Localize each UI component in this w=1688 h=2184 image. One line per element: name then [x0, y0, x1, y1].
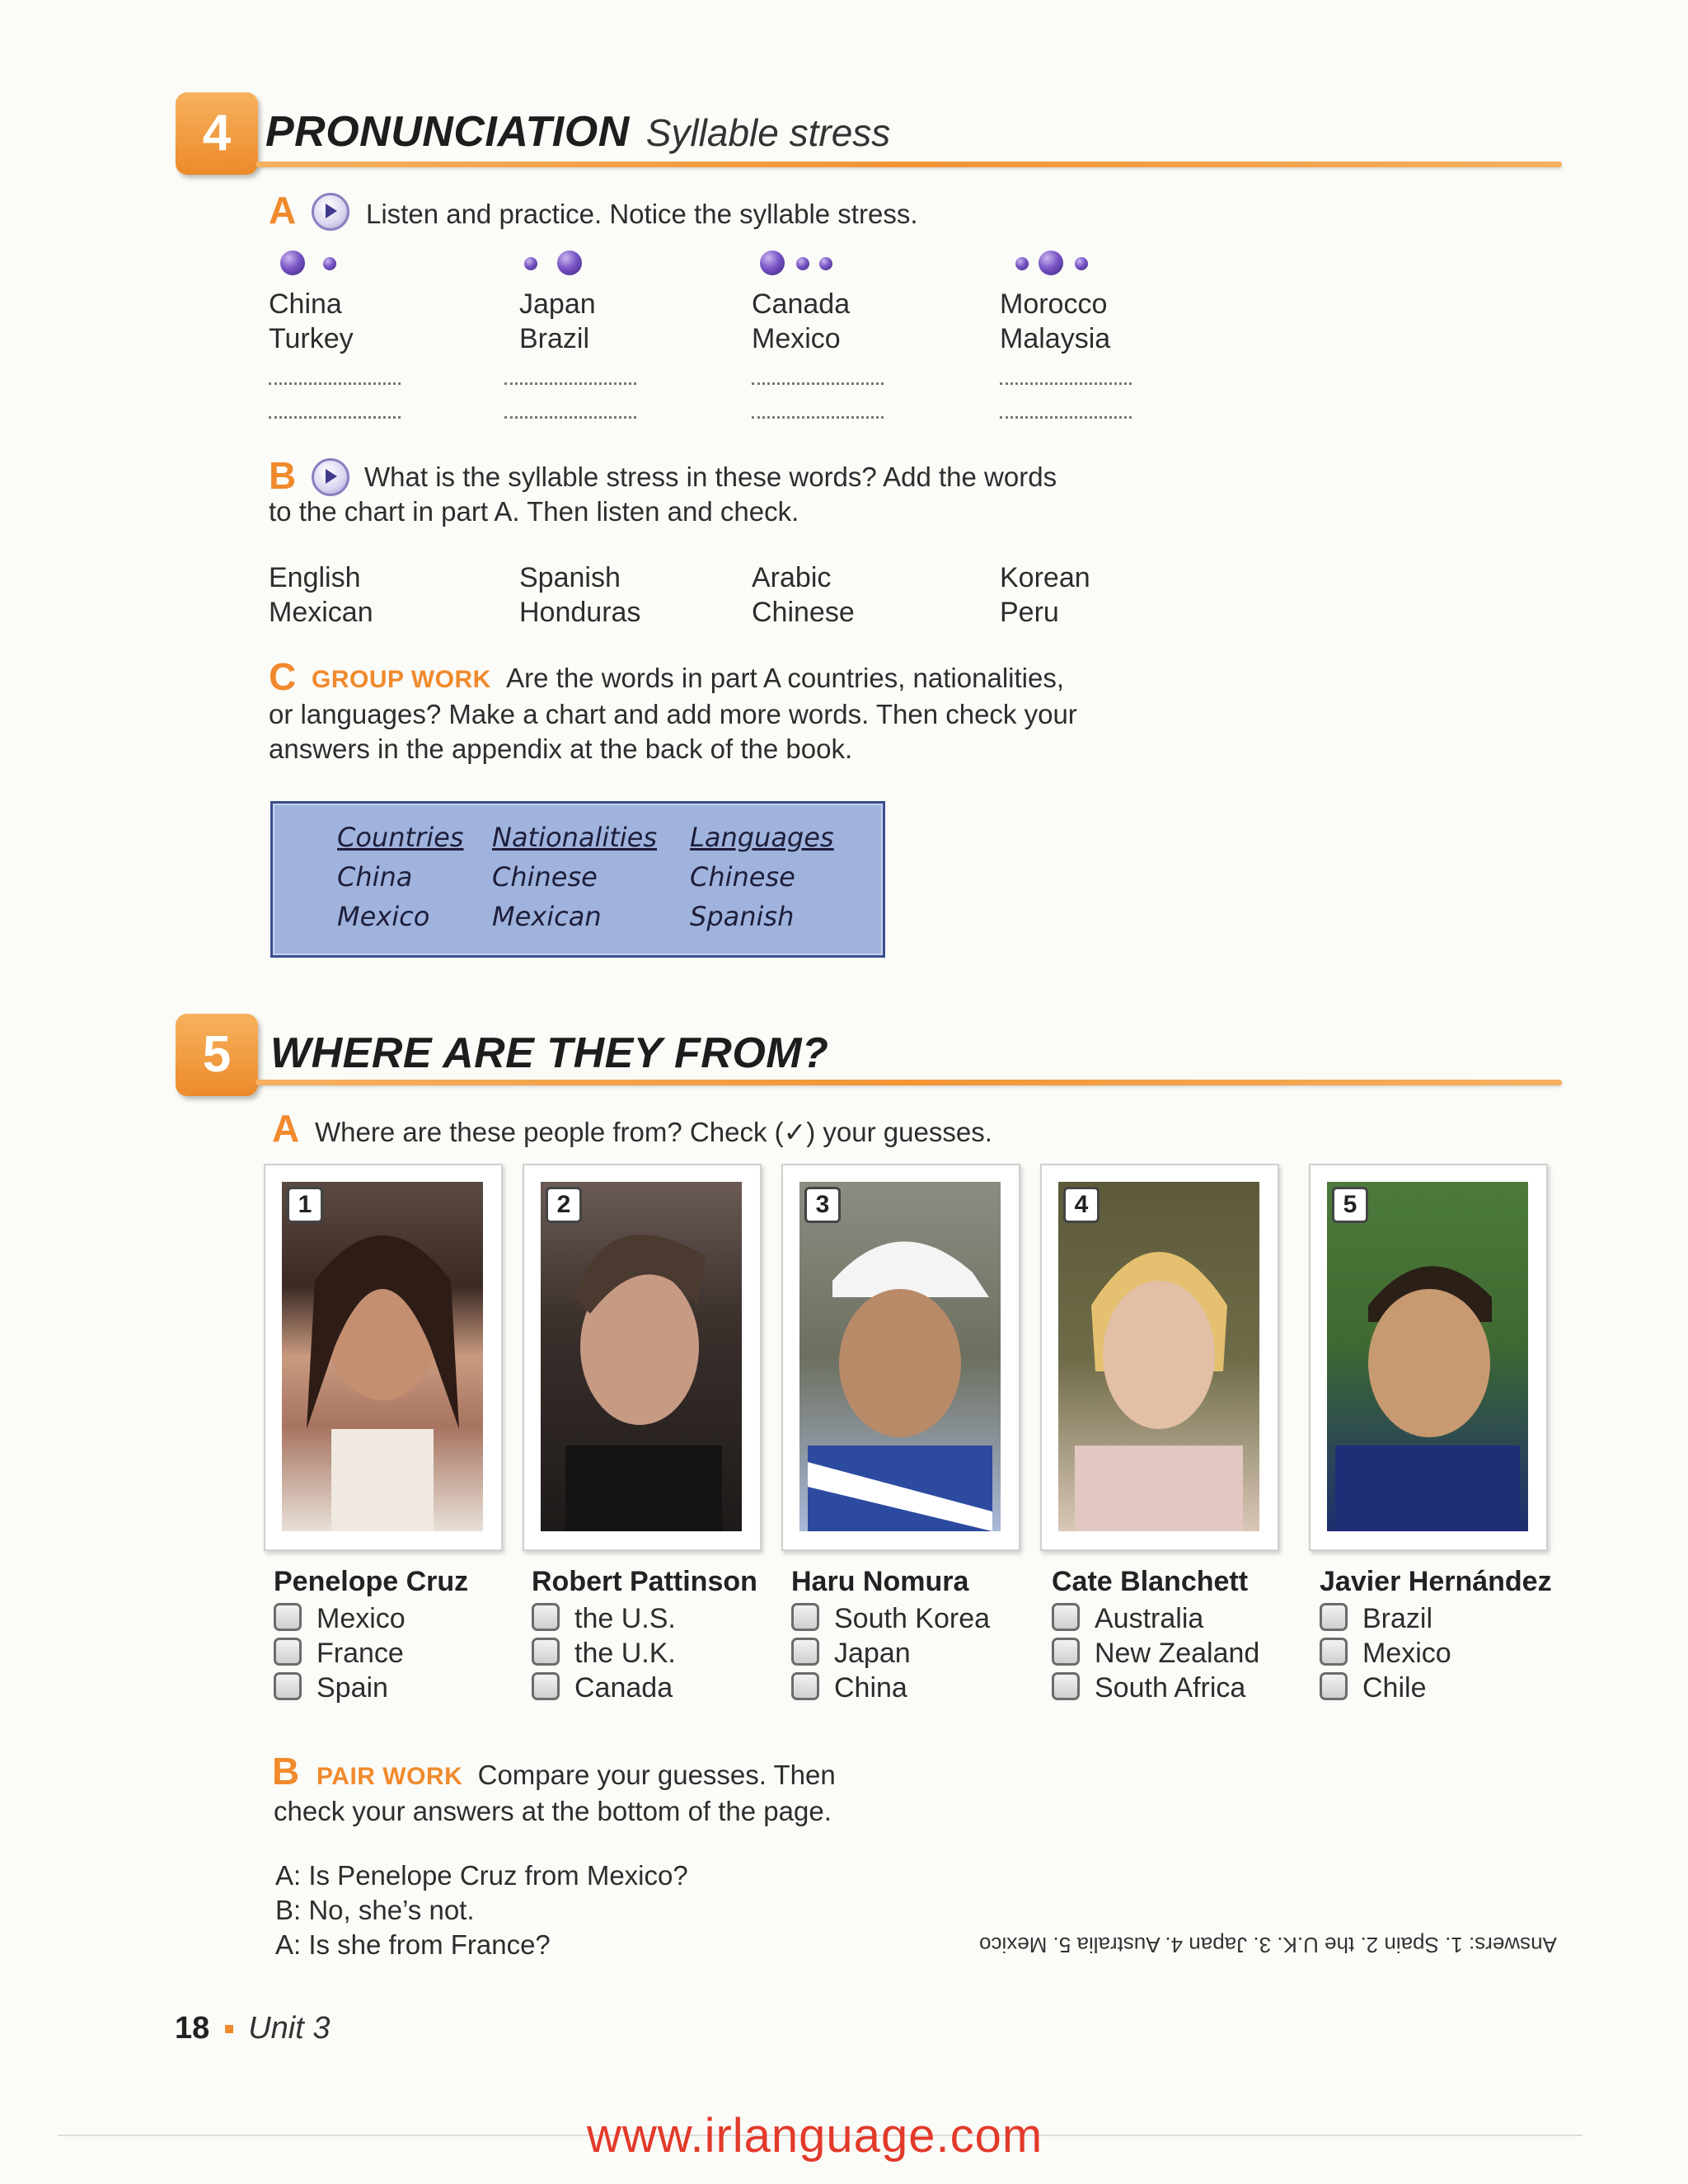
answers-upside-down: Answers: 1. Spain 2. the U.K. 3. Japan 4. Australia 5. Mexico	[979, 1933, 1557, 1957]
chart-header-countries: Countries	[337, 822, 464, 853]
section-subtitle: Syllable stress	[645, 111, 891, 154]
option-label: China	[834, 1672, 907, 1704]
word: Mexican	[269, 597, 373, 628]
stress-dot-small	[323, 257, 336, 270]
dialog-line: A: Is Penelope Cruz from Mexico?	[275, 1860, 688, 1891]
word: Arabic	[752, 562, 832, 593]
page-number: 18	[175, 2011, 210, 2046]
stress-column-4	[1000, 287, 1110, 356]
person-name: Javier Hernández	[1320, 1566, 1552, 1597]
portrait-illustration	[282, 1182, 483, 1531]
checkbox[interactable]	[1320, 1672, 1348, 1700]
write-in-line[interactable]	[269, 382, 401, 385]
write-in-line[interactable]	[1000, 416, 1132, 419]
option-label: France	[316, 1638, 404, 1669]
chart-cell: Mexican	[492, 901, 602, 932]
checkbox[interactable]	[274, 1638, 302, 1666]
person-name: Haru Nomura	[791, 1566, 969, 1597]
person-photo	[282, 1182, 483, 1531]
option-row[interactable]	[1320, 1601, 1552, 1636]
write-in-line[interactable]	[504, 382, 636, 385]
checkbox[interactable]	[532, 1672, 560, 1700]
checkbox[interactable]	[1052, 1638, 1080, 1666]
option-row[interactable]	[1052, 1636, 1259, 1671]
photo-card-3	[781, 1164, 1020, 1551]
write-in-line[interactable]	[752, 416, 884, 419]
section-title: PRONUNCIATION	[265, 108, 630, 156]
word: Morocco	[1000, 288, 1108, 320]
option-label: Canada	[574, 1672, 673, 1704]
word: China	[269, 288, 342, 320]
checkbox[interactable]	[791, 1638, 819, 1666]
card-number-badge: 5	[1332, 1187, 1368, 1223]
page-footer	[175, 2011, 330, 2046]
person-block-4	[1052, 1566, 1259, 1705]
option-row[interactable]	[1320, 1671, 1552, 1705]
checkbox[interactable]	[1320, 1638, 1348, 1666]
word: Japan	[519, 288, 596, 320]
checkbox[interactable]	[274, 1672, 302, 1700]
section-rule	[256, 162, 1562, 167]
part-c-line1: Are the words in part A countries, nationalities,	[506, 663, 1065, 693]
word: Peru	[1000, 597, 1059, 628]
option-row[interactable]	[791, 1671, 990, 1705]
person-photo	[541, 1182, 742, 1531]
chart-cell: Chinese	[492, 861, 598, 893]
word: Turkey	[269, 323, 354, 354]
stress-dot-small	[1015, 257, 1029, 270]
option-row[interactable]	[791, 1601, 990, 1636]
word: Mexico	[752, 323, 841, 354]
chart-header-languages: Languages	[690, 822, 834, 853]
portrait-illustration	[541, 1182, 742, 1531]
part-a-letter: A	[272, 1107, 300, 1150]
part-b-line2: check your answers at the bottom of the page.	[274, 1796, 832, 1826]
chart-cell: Mexico	[337, 901, 430, 932]
card-number-badge: 4	[1063, 1187, 1100, 1223]
stress-dot-small	[524, 257, 537, 270]
option-row[interactable]	[532, 1636, 757, 1671]
checkbox[interactable]	[1320, 1603, 1348, 1631]
section-rule	[256, 1080, 1562, 1085]
card-number-badge: 2	[546, 1187, 582, 1223]
part-b-letter: B	[269, 454, 297, 497]
option-label: Brazil	[1362, 1603, 1433, 1634]
audio-play-icon[interactable]	[312, 193, 349, 231]
checkbox[interactable]	[791, 1603, 819, 1631]
part-b-instruction-line1: What is the syllable stress in these words? Add the words	[364, 462, 1057, 492]
part-b-letter: B	[272, 1750, 300, 1793]
stress-pattern-4	[1015, 249, 1114, 277]
section-title: WHERE ARE THEY FROM?	[270, 1029, 829, 1077]
option-row[interactable]	[1052, 1601, 1259, 1636]
part-b-words-3	[752, 560, 855, 630]
option-label: the U.K.	[574, 1638, 676, 1669]
stress-column-2	[519, 287, 596, 356]
part-c-instruction	[269, 661, 1077, 766]
option-label: Spain	[316, 1672, 388, 1704]
person-block-1	[274, 1566, 468, 1705]
part-a-instruction: Listen and practice. Notice the syllable stress.	[366, 199, 918, 229]
person-block-5	[1320, 1566, 1552, 1705]
watermark-url: www.irlanguage.com	[587, 2109, 1043, 2163]
photo-card-5	[1309, 1164, 1548, 1551]
part-c-line2: or languages? Make a chart and add more words. Then check your	[269, 699, 1077, 729]
option-row[interactable]	[274, 1671, 468, 1705]
unit-label: Unit 3	[248, 2011, 331, 2046]
option-row[interactable]	[1052, 1671, 1259, 1705]
stress-dot-big	[760, 251, 785, 275]
chart-cell: Chinese	[690, 861, 795, 893]
part-a-instruction: Where are these people from? Check (✓) your guesses.	[315, 1117, 992, 1147]
dialog	[275, 1858, 688, 1962]
example-chart	[270, 801, 885, 958]
portrait-illustration	[1327, 1182, 1528, 1531]
section-number-badge: 4	[176, 92, 258, 175]
part-c-letter: C	[269, 655, 297, 698]
part-b-instruction-line2: to the chart in part A. Then listen and check.	[269, 496, 799, 527]
footer-bullet-icon	[225, 2025, 233, 2033]
option-label: South Africa	[1095, 1672, 1246, 1704]
stress-column-3	[752, 287, 850, 356]
chart-cell: Spanish	[690, 901, 795, 932]
dialog-line: B: No, she’s not.	[275, 1895, 475, 1925]
dialog-line: A: Is she from France?	[275, 1929, 551, 1960]
photo-card-4	[1040, 1164, 1279, 1551]
person-photo	[1058, 1182, 1259, 1531]
person-block-2	[532, 1566, 757, 1705]
option-row[interactable]	[532, 1671, 757, 1705]
stress-dot-small	[1075, 257, 1088, 270]
checkbox[interactable]	[1052, 1603, 1080, 1631]
option-row[interactable]	[1320, 1636, 1552, 1671]
stress-pattern-3	[760, 249, 859, 277]
stress-pattern-2	[524, 249, 607, 277]
part-b-line1: Compare your guesses. Then	[477, 1760, 836, 1790]
option-label: Mexico	[316, 1603, 406, 1634]
part-b-instruction	[269, 460, 1057, 529]
word: Korean	[1000, 562, 1090, 593]
word: Honduras	[519, 597, 641, 628]
person-name: Robert Pattinson	[532, 1566, 757, 1597]
word: Malaysia	[1000, 323, 1111, 354]
stress-column-1	[269, 287, 354, 356]
option-label: the U.S.	[574, 1603, 676, 1634]
person-name: Cate Blanchett	[1052, 1566, 1249, 1597]
part-b-words-1	[269, 560, 373, 630]
part-a-letter: A	[269, 189, 297, 232]
portrait-illustration	[799, 1182, 1001, 1531]
person-block-3	[791, 1566, 990, 1705]
person-photo	[1327, 1182, 1528, 1531]
stress-dot-big	[557, 251, 582, 275]
pair-work-label: PAIR WORK	[316, 1763, 463, 1790]
write-in-line[interactable]	[1000, 382, 1132, 385]
section-number-badge: 5	[176, 1014, 258, 1096]
option-row[interactable]	[274, 1601, 468, 1636]
stress-dot-big	[280, 251, 305, 275]
chart-cell: China	[337, 861, 413, 893]
checkbox[interactable]	[274, 1603, 302, 1631]
photo-card-2	[523, 1164, 762, 1551]
write-in-line[interactable]	[504, 416, 636, 419]
person-photo	[799, 1182, 1001, 1531]
person-name: Penelope Cruz	[274, 1566, 469, 1597]
word: Spanish	[519, 562, 621, 593]
option-label: Australia	[1095, 1603, 1204, 1634]
stress-pattern-1	[280, 249, 363, 277]
option-label: South Korea	[834, 1603, 991, 1634]
option-row[interactable]	[274, 1636, 468, 1671]
checkbox[interactable]	[1052, 1672, 1080, 1700]
option-row[interactable]	[532, 1601, 757, 1636]
checkbox[interactable]	[532, 1603, 560, 1631]
group-work-label: GROUP WORK	[312, 666, 491, 693]
write-in-line[interactable]	[269, 416, 401, 419]
chart-header-nationalities: Nationalities	[492, 822, 658, 853]
stress-dot-small	[796, 257, 809, 270]
option-label: Japan	[834, 1638, 911, 1669]
card-number-badge: 1	[287, 1187, 323, 1223]
word: Chinese	[752, 597, 855, 628]
write-in-line[interactable]	[752, 382, 884, 385]
word: English	[269, 562, 361, 593]
stress-dot-small	[819, 257, 832, 270]
part-c-line3: answers in the appendix at the back of the book.	[269, 733, 853, 764]
option-label: Chile	[1362, 1672, 1427, 1704]
option-row[interactable]	[791, 1636, 990, 1671]
portrait-illustration	[1058, 1182, 1259, 1531]
option-label: New Zealand	[1095, 1638, 1260, 1669]
checkbox[interactable]	[532, 1638, 560, 1666]
word: Canada	[752, 288, 851, 320]
stress-dot-big	[1039, 251, 1063, 275]
option-label: Mexico	[1362, 1638, 1451, 1669]
word: Brazil	[519, 323, 590, 354]
part-b-words-4	[1000, 560, 1090, 630]
checkbox[interactable]	[791, 1672, 819, 1700]
part-b-instruction	[274, 1758, 836, 1829]
part-b-words-2	[519, 560, 640, 630]
card-number-badge: 3	[804, 1187, 841, 1223]
section-heading	[265, 107, 890, 157]
photo-card-1	[264, 1164, 503, 1551]
